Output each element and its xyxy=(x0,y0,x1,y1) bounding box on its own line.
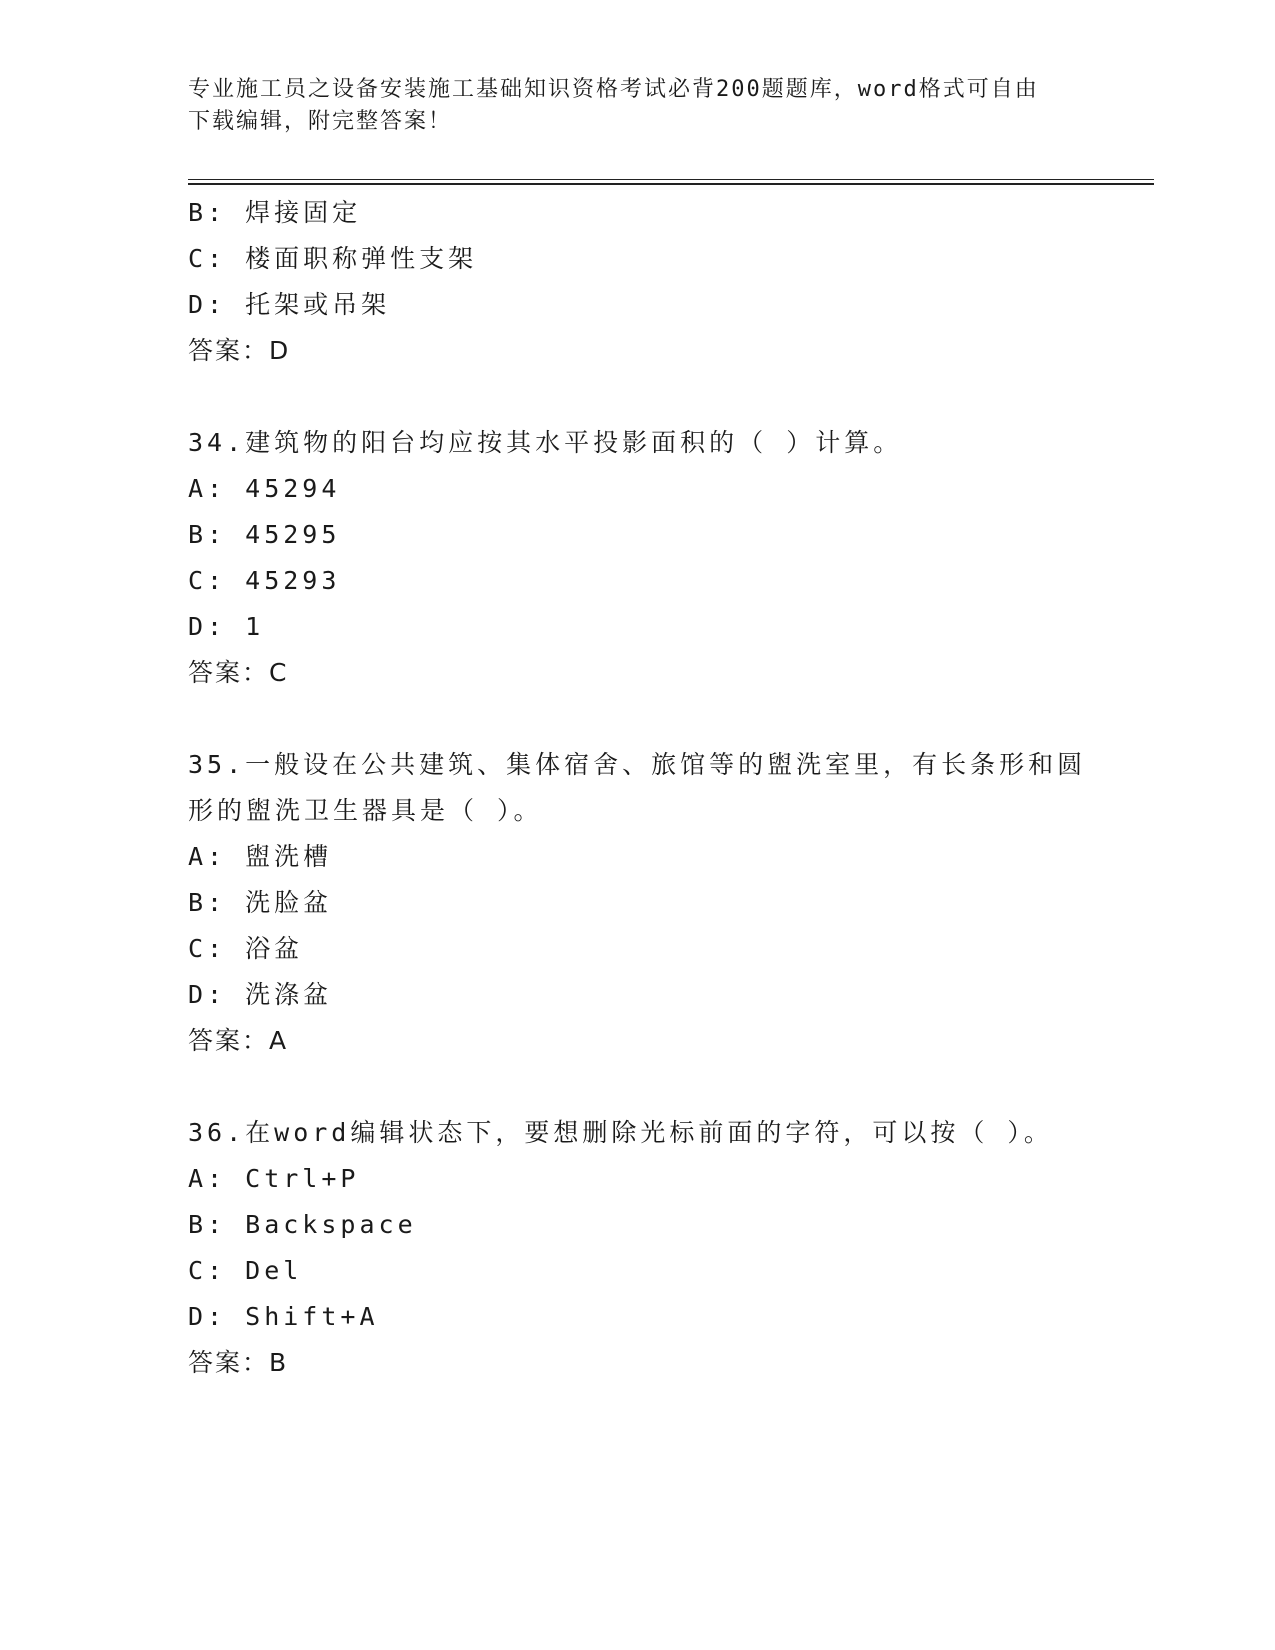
answer: 答案：B xyxy=(188,1348,289,1377)
spacer xyxy=(188,374,1088,420)
header-divider-top xyxy=(188,179,1154,180)
spacer xyxy=(188,1064,1088,1110)
answer: 答案：C xyxy=(188,658,289,687)
option-d: D: 1 xyxy=(188,612,265,641)
answer: 答案：D xyxy=(188,336,291,365)
option-c: C: 浴盆 xyxy=(188,934,304,963)
header-divider-bottom xyxy=(188,183,1154,185)
option-b: B: 45295 xyxy=(188,520,341,549)
question-33-tail xyxy=(188,190,1088,374)
option-a: A: 45294 xyxy=(188,474,341,503)
document-header xyxy=(188,74,1088,138)
option-c: C: 45293 xyxy=(188,566,341,595)
option-d: D: 托架或吊架 xyxy=(188,290,391,319)
question-stem-line-2: 形的盥洗卫生器具是（ ）。 xyxy=(188,796,543,825)
option-d: D: Shift+A xyxy=(188,1302,379,1331)
question-34 xyxy=(188,420,1088,696)
question-35 xyxy=(188,742,1088,1064)
option-b: B: Backspace xyxy=(188,1210,417,1239)
option-d: D: 洗涤盆 xyxy=(188,980,333,1009)
option-b: B: 洗脸盆 xyxy=(188,888,333,917)
question-stem: 36.在word编辑状态下，要想删除光标前面的字符，可以按（ ）。 xyxy=(188,1118,1053,1147)
question-stem-line-1: 35.一般设在公共建筑、集体宿舍、旅馆等的盥洗室里，有长条形和圆 xyxy=(188,750,1087,779)
option-c: C: 楼面职称弹性支架 xyxy=(188,244,478,273)
option-a: A: 盥洗槽 xyxy=(188,842,333,871)
question-36 xyxy=(188,1110,1088,1386)
answer: 答案：A xyxy=(188,1026,289,1055)
option-c: C: Del xyxy=(188,1256,303,1285)
header-title-line-2: 下载编辑，附完整答案！ xyxy=(188,109,453,134)
option-b: B: 焊接固定 xyxy=(188,198,362,227)
question-stem: 34.建筑物的阳台均应按其水平投影面积的（ ）计算。 xyxy=(188,428,903,457)
header-title-line-1: 专业施工员之设备安装施工基础知识资格考试必背200题题库，word格式可自由 xyxy=(188,77,1039,102)
option-a: A: Ctrl+P xyxy=(188,1164,360,1193)
question-list xyxy=(188,190,1088,1386)
spacer xyxy=(188,696,1088,742)
